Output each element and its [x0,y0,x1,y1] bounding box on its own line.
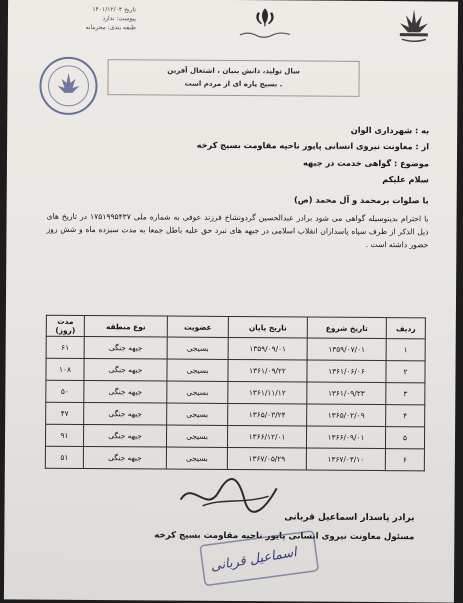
service-periods-table [45,315,426,472]
duration-days: ۶۱ [46,336,84,358]
motto-line-1: سال تولید، دانش بنیان ، اشتغال آفرین [167,66,300,76]
signer-title: مسئول معاونت نیروی انسانی پایور ناحیه مقاومت بسیج کرخه [154,530,415,543]
col-header-row-number: ردیف [386,318,425,339]
classification-field: طبقه بندی: محرمانه [85,23,136,32]
start-date: ۱۳۶۶/۰۹/۰۱ [306,426,385,449]
date-field: تاریخ ۱۴۰۱/۱۲/۰۴ [92,6,137,14]
duration-days: ۵۰ [46,380,84,402]
handwritten-signature-icon [172,470,292,521]
row-number: ۲ [386,361,425,383]
col-header-zone-type: نوع منطقه [84,315,167,337]
greeting-line: سلام علیکم [382,174,429,185]
motto-line-2: بسیج پاره ای از مردم است . [184,79,283,89]
duration-days: ۴۷ [46,402,84,424]
start-date: ۱۳۶۱/۰۶/۰۶ [307,360,386,383]
start-date: ۱۳۶۷/۰۴/۱۰ [306,448,385,471]
table-header-row [46,315,425,339]
end-date: ۱۳۶۱/۰۹/۲۲ [228,359,307,382]
zone-type: جبهه جنگی [84,380,167,403]
row-number: ۵ [385,427,424,449]
zone-type: جبهه جنگی [83,424,166,447]
row-number: ۴ [386,405,425,427]
letter-paper [4,0,458,603]
table-row [46,402,425,427]
table-row [46,336,425,361]
recipient-line: به : شهرداری الوان [350,124,430,136]
ministry-calligraphy-icon [238,30,292,38]
stamp-name-text: اسماعیل قربانی [209,545,298,575]
national-emblem-icon [252,6,278,28]
subject-line: موضوع : گواهی خدمت در جبهه [302,157,429,169]
salutation-line: با صلوات برمحمد و آل محمد (ص) [293,194,429,206]
row-number: ۱ [386,339,425,361]
end-date: ۱۳۶۶/۱۲/۰۱ [227,425,306,448]
start-date: ۱۳۶۵/۰۲/۰۹ [307,404,386,427]
sender-line: از : معاونت نیروی انسانی پایور ناحیه مقاومت بسیج کرخه [196,139,430,152]
end-date: ۱۳۶۱/۱۱/۱۲ [228,381,307,404]
membership: بسیجی [166,425,227,447]
official-round-stamp-icon [37,55,99,117]
duration-days: ۹۱ [45,424,83,446]
table-row [45,446,424,471]
end-date: ۱۳۶۷/۰۵/۲۹ [227,447,306,470]
col-header-start-date: تاریخ شروع [307,317,386,339]
certificate-paragraph: با احترام بدینوسیله گواهی می شود برادر عبدالحسین گردونشاخ فرزند عوفی به شماره ملی ۱۷۵۱۹۹۵۴۳۷ در تاریخ های ذیل الذکر از طرف سپاه پاسداران انقلاب اسلامی در جبهه های نبرد حق علیه باطل جمعا به مدت سیزده ماه و شش روز حضور داشته است . [46,211,429,250]
table-row [46,358,425,383]
end-date: ۱۳۵۹/۰۹/۰۱ [228,337,307,360]
membership: بسیجی [167,337,228,359]
start-date: ۱۳۶۱/۰۹/۲۳ [307,382,386,405]
duration-days: ۵۱ [45,446,83,468]
sepah-logo-icon [392,5,436,45]
signer-name: برادر پاسدار اسماعیل قربانی [284,512,415,524]
zone-type: جبهه جنگی [83,446,166,469]
membership: بسیجی [167,381,228,403]
duration-days: ۱۰۸ [46,358,84,380]
motto-box [107,59,359,97]
membership: بسیجی [166,447,227,469]
row-number: ۶ [385,449,424,471]
row-number: ۳ [386,383,425,405]
table-row [46,380,425,405]
attachment-field: پیوست: ندارد [102,15,136,23]
col-header-membership: عضویت [167,316,228,337]
membership: بسیجی [167,359,228,381]
membership: بسیجی [167,403,228,425]
start-date: ۱۳۵۹/۰۷/۰۱ [307,338,386,361]
col-header-duration-days: مدت (روز) [46,315,84,336]
end-date: ۱۳۶۵/۰۳/۲۴ [228,403,307,426]
zone-type: جبهه جنگی [84,336,167,359]
col-header-end-date: تاریخ پایان [228,316,307,338]
zone-type: جبهه جنگی [84,358,167,381]
table-row [45,424,424,449]
zone-type: جبهه جنگی [84,402,167,425]
